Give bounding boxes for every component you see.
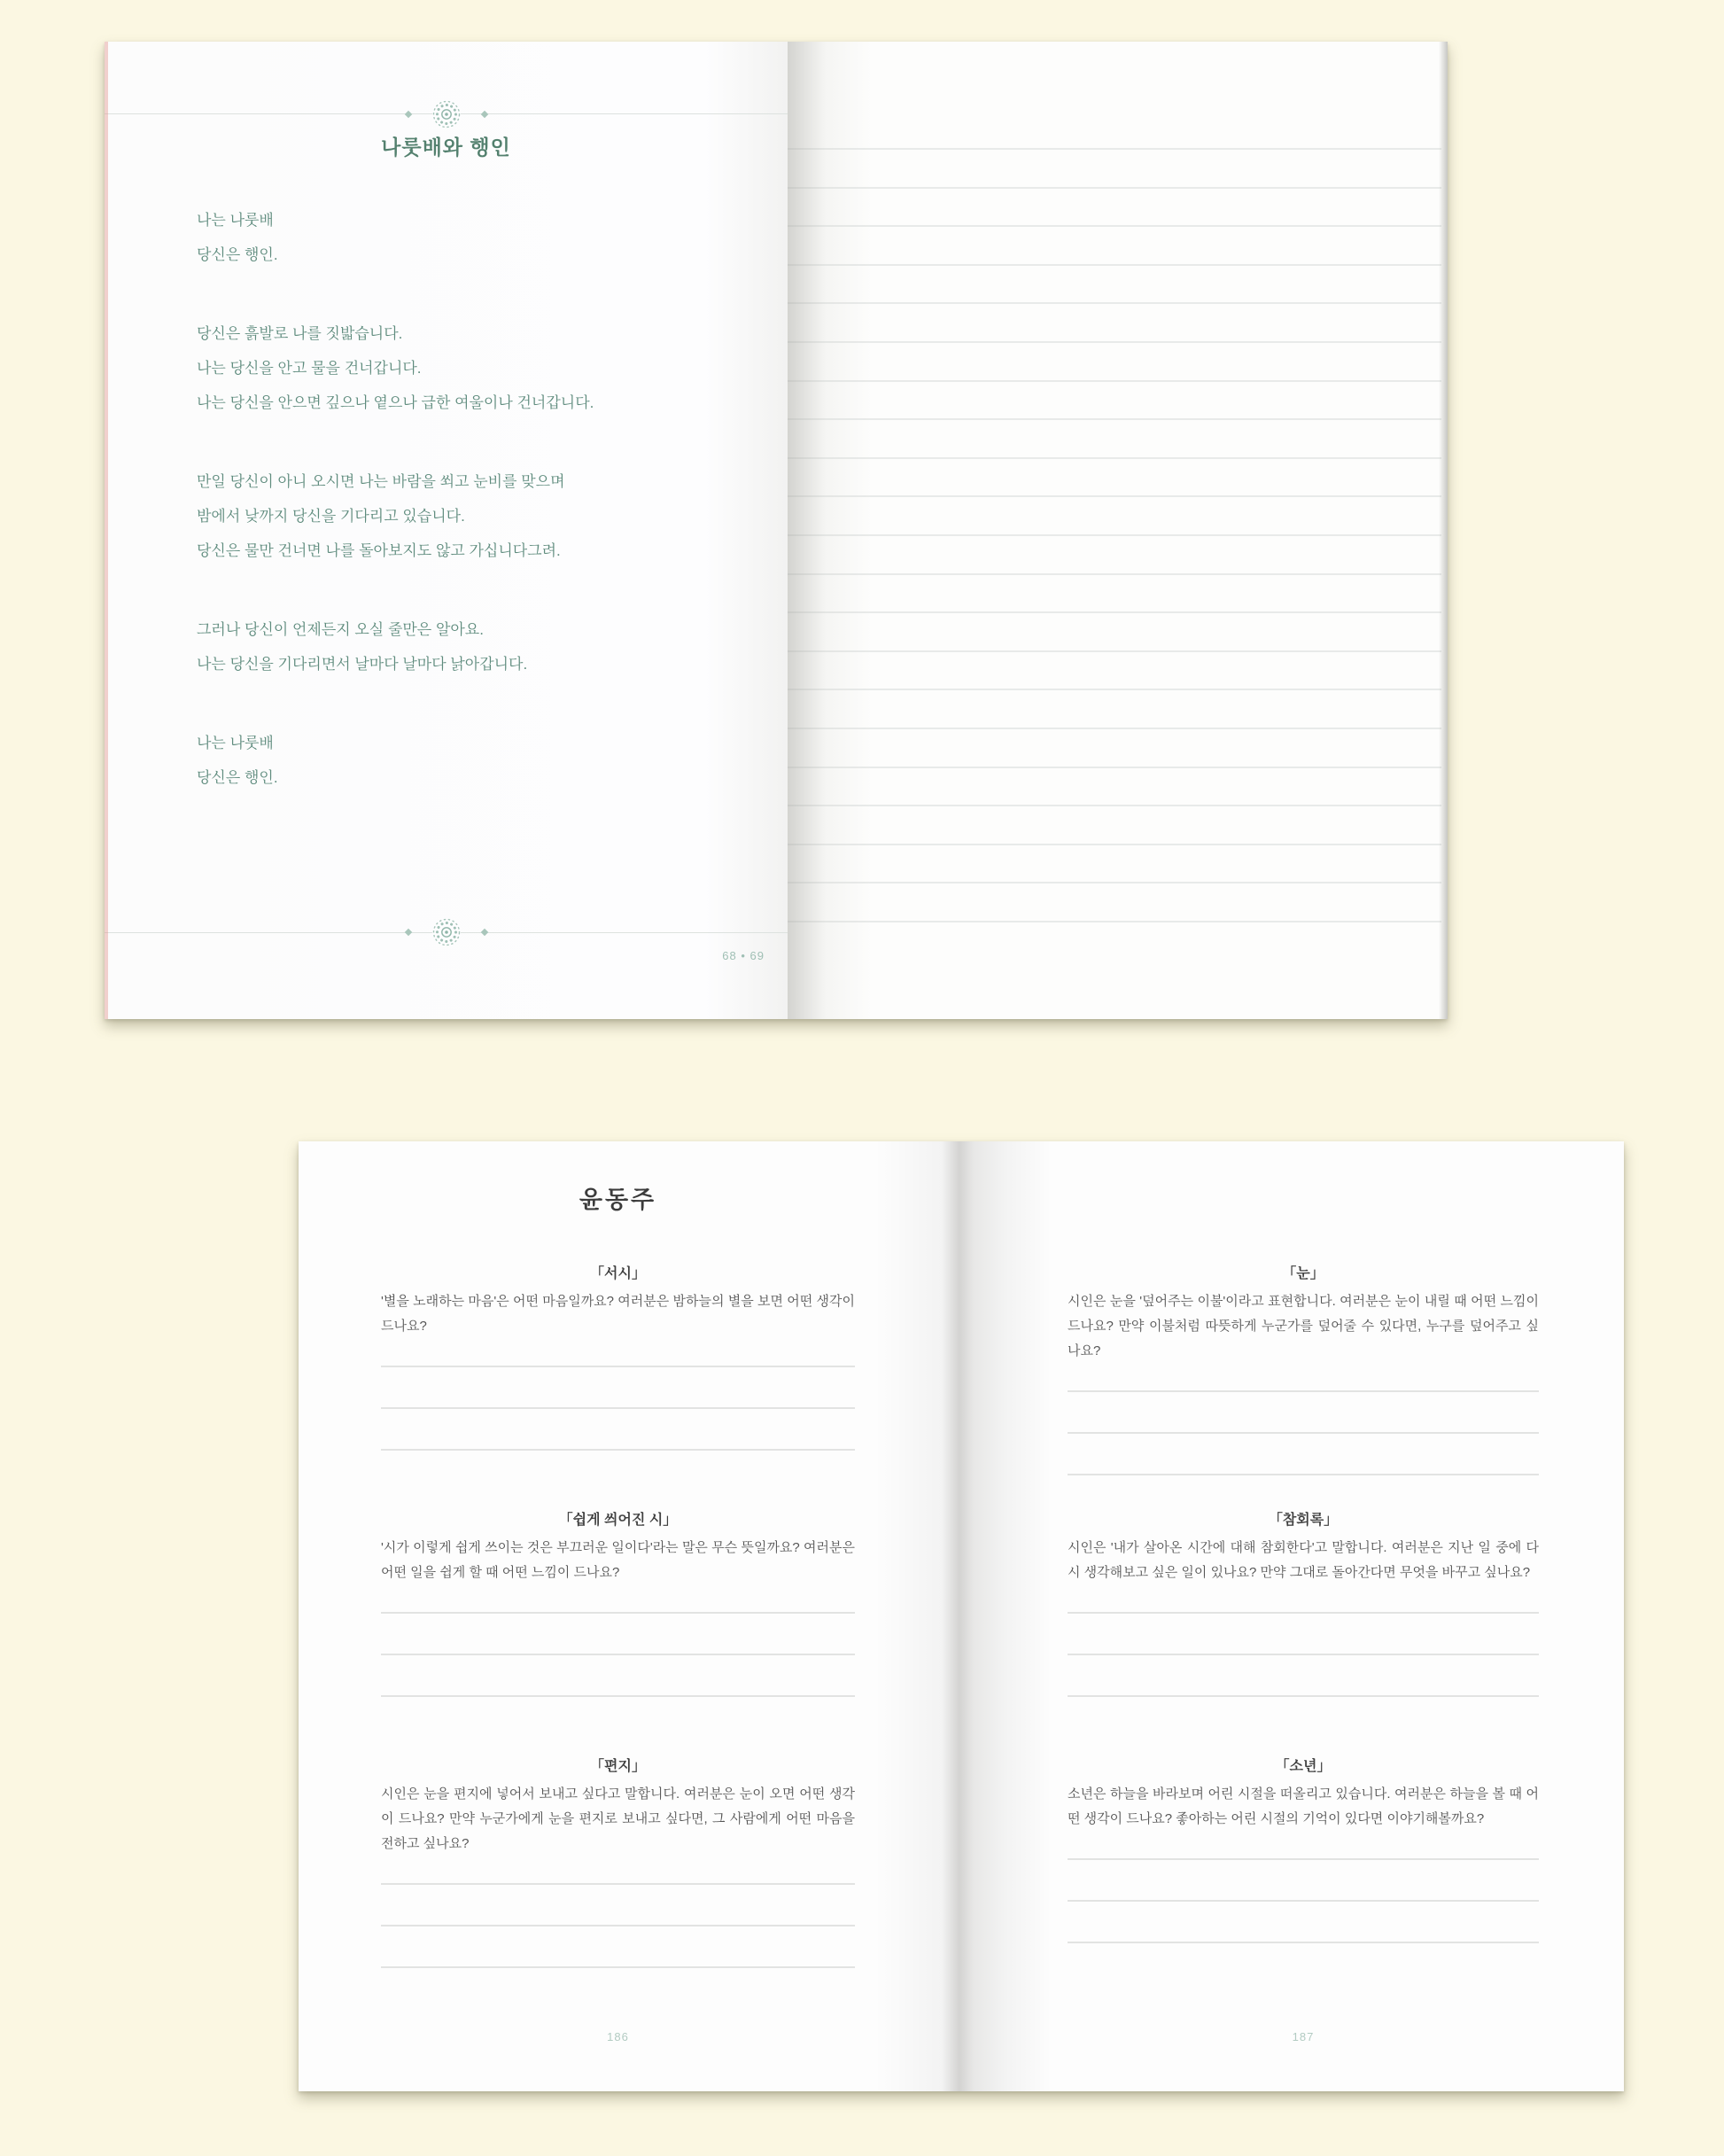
workbook-left-page <box>299 1141 990 2091</box>
question-sections <box>381 1261 855 2000</box>
answer-line <box>1068 1432 1539 1434</box>
ruled-line <box>788 302 1441 304</box>
cover-edge <box>105 42 108 1019</box>
poem-line: 나는 당신을 기다리면서 날마다 날마다 낡아갑니다. <box>197 656 528 673</box>
section-heading: 「쉽게 씌어진 시」 <box>558 1513 678 1528</box>
poem-stanza <box>197 316 594 420</box>
poem-page <box>105 42 788 1019</box>
answer-line <box>381 1366 855 1367</box>
answer-line <box>381 1883 855 1885</box>
section-heading: 「눈」 <box>1282 1266 1324 1281</box>
ruled-line <box>788 573 1441 575</box>
question-sections <box>1068 1261 1539 2000</box>
question-section <box>1068 1507 1539 1754</box>
poem-line: 만일 당신이 아니 오시면 나는 바람을 쐬고 눈비를 맞으며 <box>197 473 565 490</box>
poem-line: 당신은 행인. <box>197 769 278 786</box>
ruled-notes-page <box>788 42 1448 1019</box>
answer-line <box>381 1612 855 1614</box>
answer-lines <box>1068 1612 1539 1697</box>
poem-stanza <box>197 726 594 795</box>
ruled-line <box>788 264 1441 266</box>
poem-line: 나는 당신을 안고 물을 건너갑니다. <box>197 360 422 377</box>
ruled-line <box>788 728 1441 729</box>
answer-lines <box>381 1612 855 1697</box>
rosette-ornament-icon <box>398 916 495 948</box>
answer-line <box>381 1695 855 1697</box>
poetry-spread <box>105 42 1448 1019</box>
ruled-line <box>788 148 1441 150</box>
section-question: 시인은 눈을 '덮어주는 이불'이라고 표현합니다. 여러분은 눈이 내릴 때 어떤 느낌이 드나요? 만약 이불처럼 따뜻하게 누군가를 덮어줄 수 있다면, 누구를 덮어주고 싶나요? <box>1068 1294 1539 1358</box>
poem-line: 당신은 흙발로 나를 짓밟습니다. <box>197 325 403 342</box>
poem-body <box>197 203 594 839</box>
ruled-line <box>788 495 1441 497</box>
question-section <box>381 1507 855 1754</box>
question-section <box>1068 1754 1539 2000</box>
ruled-line <box>788 767 1441 768</box>
section-question: '시가 이렇게 쉽게 쓰이는 것은 부끄러운 일이다'라는 말은 무슨 뜻일까요? 여러분은 어떤 일을 쉽게 할 때 어떤 느낌이 드나요? <box>381 1540 855 1580</box>
ruled-line <box>788 611 1441 613</box>
poem-stanza <box>197 464 594 568</box>
question-section <box>381 1261 855 1507</box>
answer-line <box>1068 1942 1539 1943</box>
answer-line <box>381 1925 855 1926</box>
answer-lines <box>381 1883 855 1968</box>
answer-line <box>1068 1858 1539 1860</box>
ruled-line <box>788 380 1441 382</box>
poem-line: 당신은 물만 건너면 나를 돌아보지도 않고 가십니다그려. <box>197 542 561 559</box>
answer-line <box>381 1407 855 1409</box>
ruled-line <box>788 534 1441 536</box>
poem-line: 나는 나룻배 <box>197 735 274 751</box>
section-question: 소년은 하늘을 바라보며 어린 시절을 떠올리고 있습니다. 여러분은 하늘을 볼 때 어떤 생각이 드나요? 좋아하는 어린 시절의 기억이 있다면 이야기해볼까요? <box>1068 1786 1539 1826</box>
page-number: 186 <box>607 2030 629 2043</box>
ruled-line <box>788 921 1441 922</box>
answer-line <box>1068 1474 1539 1475</box>
answer-lines <box>1068 1390 1539 1475</box>
ruled-line <box>788 844 1441 845</box>
section-question: '별을 노래하는 마음'은 어떤 마음일까요? 여러분은 밤하늘의 별을 보면 어떤 생각이 드나요? <box>381 1294 855 1334</box>
question-section <box>381 1754 855 2000</box>
ruled-line <box>788 225 1441 227</box>
section-question: 시인은 눈을 편지에 넣어서 보내고 싶다고 말합니다. 여러분은 눈이 오면 어떤 생각이 드나요? 만약 누군가에게 눈을 편지로 보내고 싶다면, 그 사람에게 어떤 마음을 전하고 싶나요? <box>381 1786 855 1851</box>
ruled-line <box>788 341 1441 343</box>
poem-line: 나는 나룻배 <box>197 212 274 229</box>
workbook-spread <box>299 1141 1624 2091</box>
poem-line: 밤에서 낮까지 당신을 기다리고 있습니다. <box>197 508 465 525</box>
poem-line: 당신은 행인. <box>197 246 278 263</box>
answer-line <box>381 1449 855 1451</box>
poem-stanza <box>197 612 594 681</box>
question-section <box>1068 1261 1539 1507</box>
poem-line: 나는 당신을 안으면 깊으나 옅으나 급한 여울이나 건너갑니다. <box>197 394 594 411</box>
page-number: 187 <box>1292 2030 1315 2043</box>
workbook-right-page <box>990 1141 1624 2091</box>
ruled-line <box>788 882 1441 883</box>
answer-line <box>1068 1900 1539 1902</box>
rosette-ornament-icon <box>398 98 495 130</box>
poem-stanza <box>197 203 594 272</box>
answer-line <box>1068 1695 1539 1697</box>
poet-name-title: 윤동주 <box>579 1187 657 1213</box>
ruled-line <box>788 457 1441 459</box>
poem-line: 그러나 당신이 언제든지 오실 줄만은 알아요. <box>197 621 484 638</box>
page-numbers: 68 • 69 <box>722 949 765 962</box>
section-heading: 「참회록」 <box>1268 1513 1339 1528</box>
section-heading: 「소년」 <box>1275 1759 1332 1774</box>
answer-line <box>1068 1390 1539 1392</box>
section-heading: 「편지」 <box>590 1759 646 1774</box>
ruled-line <box>788 689 1441 690</box>
ruled-line <box>788 805 1441 806</box>
answer-line <box>1068 1654 1539 1655</box>
ruled-line <box>788 418 1441 420</box>
ruled-line <box>788 187 1441 189</box>
ruled-line <box>788 650 1441 652</box>
section-heading: 「서시」 <box>590 1266 646 1281</box>
section-question: 시인은 '내가 살아온 시간에 대해 참회한다'고 말합니다. 여러분은 지난 일 중에 다시 생각해보고 싶은 일이 있나요? 만약 그대로 돌아간다면 무엇을 바꾸고 싶나요? <box>1068 1540 1539 1580</box>
poem-title: 나룻배와 행인 <box>381 136 511 159</box>
answer-line <box>1068 1612 1539 1614</box>
answer-lines <box>1068 1858 1539 1943</box>
answer-line <box>381 1654 855 1655</box>
answer-line <box>381 1966 855 1968</box>
answer-lines <box>381 1366 855 1451</box>
